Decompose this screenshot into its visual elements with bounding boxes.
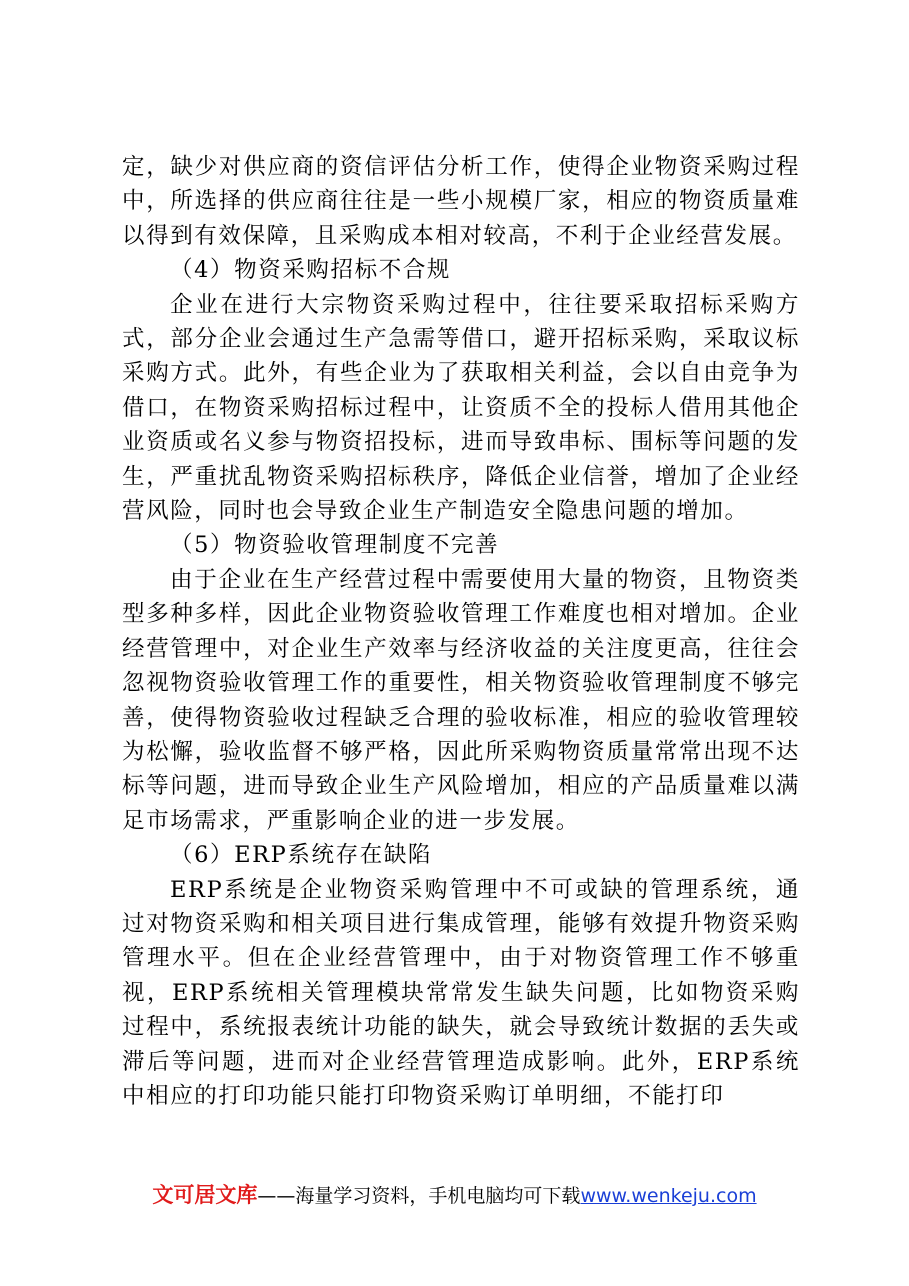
section-heading-6: （6）ERP系统存在缺陷 — [170, 842, 433, 869]
paragraph-acceptance: 由于企业在生产经营过程中需要使用大量的物资，且物资类型多种多样，因此企业物资验收管理工作难度也相对增加。企业经营管理中，对企业生产效率与经济收益的关注度更高，往往会忽视物资验收管理工作的重要性，相关物资验收管理制度不够完善，使得物资验收过程缺乏合理的验收标准，相应的验收管理较为松懈，验收监督不够严格，因此所采购物资质量常常出现不达标等问题，进而导致企业生产风险增加，相应的产品质量难以满足市场需求，严重影响企业的进一步发展。 — [122, 566, 800, 834]
paragraph-continuation: 定，缺少对供应商的资信评估分析工作，使得企业物资采购过程中，所选择的供应商往往是一些小规模厂家，相应的物资质量难以得到有效保障，且采购成本相对较高，不利于企业经营发展。 — [122, 154, 800, 249]
document-body — [122, 150, 800, 1113]
paragraph-erp: ERP系统是企业物资采购管理中不可或缺的管理系统，通过对物资采购和相关项目进行集成管理，能够有效提升物资采购管理水平。但在企业经营管理中，由于对物资管理工作不够重视，ERP系统相关管理模块常常发生缺失问题，比如物资采购过程中，系统报表统计功能的缺失，就会导致统计数据的丢失或滞后等问题，进而对企业经营管理造成影响。此外，ERP系统中相应的打印功能只能打印物资采购订单明细，不能打印 — [122, 876, 800, 1109]
footer-tagline: ——海量学习资料，手机电脑均可下载 — [257, 1185, 581, 1207]
footer-website-link[interactable]: www.wenkeju.com — [580, 1185, 757, 1207]
paragraph-bidding: 企业在进行大宗物资采购过程中，往往要采取招标采购方式，部分企业会通过生产急需等借口，避开招标采购，采取议标采购方式。此外，有些企业为了获取相关利益，会以自由竞争为借口，在物资采购招标过程中，让资质不全的投标人借用其他企业资质或名义参与物资招投标，进而导致串标、围标等问题的发生，严重扰乱物资采购招标秩序，降低企业信誉，增加了企业经营风险，同时也会导致企业生产制造安全隐患问题的增加。 — [122, 291, 800, 525]
footer-brand-name: 文可居文库 — [152, 1183, 258, 1207]
section-heading-5: （5）物资验收管理制度不完善 — [170, 532, 500, 559]
section-heading-4: （4）物资采购招标不合规 — [170, 257, 452, 284]
footer-banner — [0, 1180, 909, 1211]
